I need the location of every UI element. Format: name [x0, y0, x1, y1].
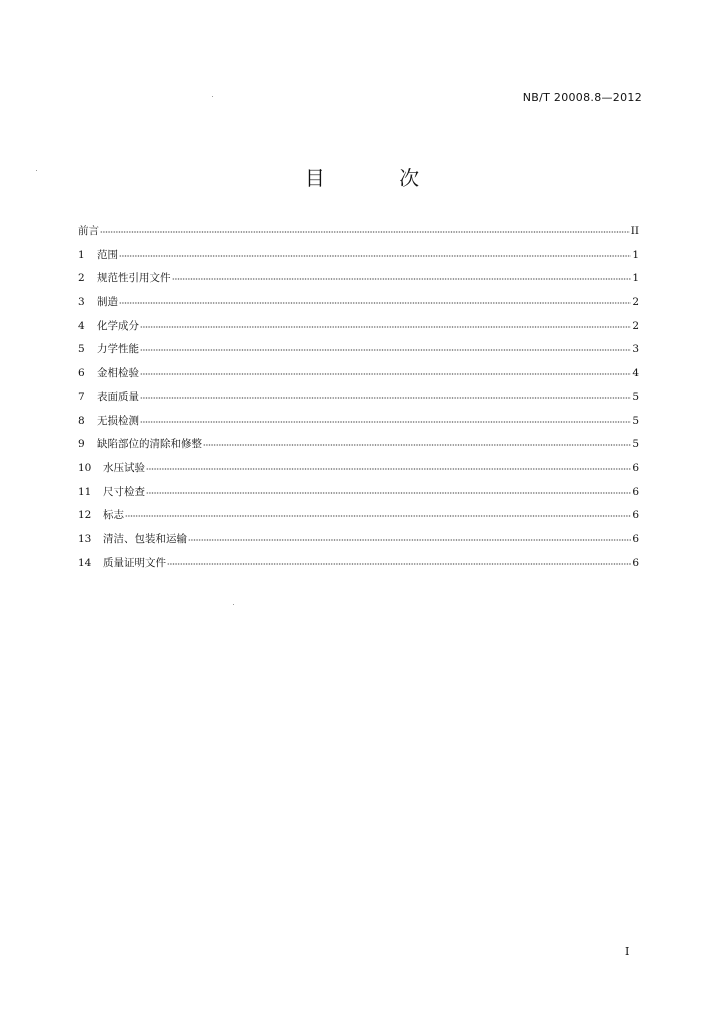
- toc-entry-label: 缺陷部位的清除和修整: [97, 438, 202, 451]
- toc-entry-page: 1: [632, 272, 639, 285]
- toc-entry-label: 质量证明文件: [103, 556, 166, 569]
- dot-leader: [146, 468, 631, 470]
- dot-leader: [140, 349, 631, 351]
- toc-entry-label: 制造: [97, 296, 118, 309]
- toc-entry-page: 6: [632, 509, 639, 522]
- scan-speck: [36, 170, 37, 171]
- toc-entry[interactable]: [78, 461, 639, 485]
- dot-leader: [140, 421, 631, 423]
- toc-entry-number: 11: [78, 485, 92, 498]
- toc-entry[interactable]: [78, 414, 639, 438]
- toc-entry-number: 9: [78, 438, 85, 451]
- toc-entry-page: 6: [632, 556, 639, 569]
- toc-entry-number: 5: [78, 343, 85, 356]
- dot-leader: [119, 302, 631, 304]
- toc-entry-page: 5: [632, 438, 639, 451]
- toc-entry-label: 范围: [97, 248, 118, 261]
- dot-leader: [146, 492, 631, 494]
- toc-entry-label: 规范性引用文件: [97, 272, 171, 285]
- toc-entry-number: 8: [78, 414, 85, 427]
- toc-entry-label: 无损检测: [97, 414, 139, 427]
- toc-entry-label: 化学成分: [97, 319, 139, 332]
- toc-entry-number: 3: [78, 296, 85, 309]
- toc-entry-page: 2: [632, 296, 639, 309]
- dot-leader: [119, 255, 631, 257]
- toc-entry[interactable]: [78, 532, 639, 556]
- toc-entry-number: 6: [78, 367, 85, 380]
- dot-leader: [172, 278, 632, 280]
- toc-entry-page: 3: [632, 343, 639, 356]
- toc-entry-page: 1: [632, 248, 639, 261]
- toc-entry-label: 标志: [103, 509, 124, 522]
- toc-entry-page: 6: [632, 485, 639, 498]
- toc-entry-number: 14: [78, 556, 92, 569]
- dot-leader: [188, 539, 631, 541]
- scan-speck: [233, 604, 234, 605]
- toc-entry-page: II: [630, 225, 639, 237]
- toc-entry-label: 清洁、包装和运输: [103, 532, 187, 545]
- dot-leader: [140, 397, 631, 399]
- toc-entry[interactable]: [78, 248, 639, 272]
- toc-entry-number: 12: [78, 509, 92, 522]
- toc-entry[interactable]: [78, 342, 639, 366]
- dot-leader: [100, 231, 630, 233]
- page-number: I: [625, 945, 630, 958]
- toc-entry-label: 前言: [78, 225, 99, 237]
- toc-entry[interactable]: [78, 556, 639, 580]
- toc-title: 目 次: [304, 166, 454, 190]
- toc-entry-label: 尺寸检查: [103, 485, 145, 498]
- toc-entry[interactable]: [78, 437, 639, 461]
- toc-entry-number: 1: [78, 248, 85, 261]
- toc-entry[interactable]: [78, 485, 639, 509]
- toc-entry[interactable]: [78, 295, 639, 319]
- toc-entry-page: 4: [632, 367, 639, 380]
- toc-entry-page: 6: [632, 532, 639, 545]
- toc-entry-page: 5: [632, 414, 639, 427]
- standard-code: NB/T 20008.8—2012: [522, 91, 642, 104]
- toc-entry[interactable]: [78, 319, 639, 343]
- toc-entry[interactable]: [78, 366, 639, 390]
- toc-entry-label: 力学性能: [97, 343, 139, 356]
- table-of-contents: [78, 224, 639, 579]
- dot-leader: [140, 373, 631, 375]
- toc-entry-number: 2: [78, 272, 85, 285]
- toc-entry-number: 7: [78, 390, 85, 403]
- toc-entry-label: 金相检验: [97, 367, 139, 380]
- dot-leader: [125, 515, 631, 517]
- toc-entry-number: 13: [78, 532, 92, 545]
- toc-entry[interactable]: [78, 390, 639, 414]
- dot-leader: [203, 444, 631, 446]
- toc-entry[interactable]: [78, 271, 639, 295]
- toc-entry-number: 10: [78, 461, 92, 474]
- toc-entry[interactable]: [78, 508, 639, 532]
- toc-entry-label: 水压试验: [103, 461, 145, 474]
- toc-entry[interactable]: [78, 224, 639, 248]
- toc-entry-label: 表面质量: [97, 390, 139, 403]
- toc-entry-page: 6: [632, 461, 639, 474]
- toc-entry-page: 2: [632, 319, 639, 332]
- toc-entry-number: 4: [78, 319, 85, 332]
- dot-leader: [140, 326, 631, 328]
- toc-entry-page: 5: [632, 390, 639, 403]
- scan-speck: [212, 96, 213, 97]
- dot-leader: [167, 563, 631, 565]
